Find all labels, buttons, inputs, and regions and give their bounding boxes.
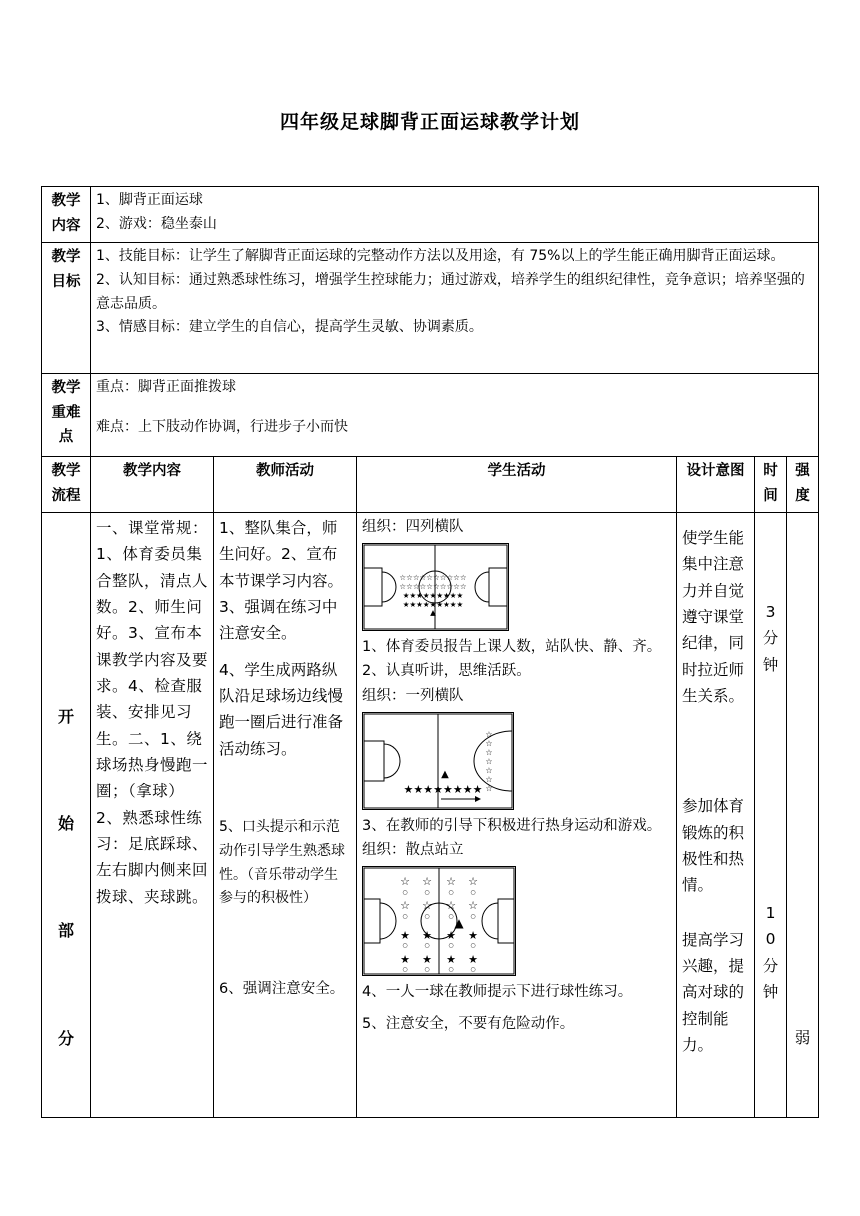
svg-text:★: ★ — [400, 952, 410, 966]
teacher-step-6: 6、强调注意安全。 — [219, 981, 345, 998]
svg-text:★★★★★★★★★: ★★★★★★★★★ — [402, 590, 464, 600]
svg-text:★: ★ — [446, 952, 456, 966]
svg-text:☆: ☆ — [446, 874, 456, 888]
lesson-plan-table — [41, 186, 819, 1118]
svg-text:☆☆☆☆☆☆☆☆☆☆: ☆☆☆☆☆☆☆☆☆☆ — [399, 572, 467, 582]
org-label-3: 组织：散点站立 — [362, 842, 464, 859]
svg-text:☆: ☆ — [485, 783, 493, 793]
student-activity — [357, 513, 677, 1118]
svg-text:☆: ☆ — [422, 874, 432, 888]
svg-text:☆: ☆ — [468, 898, 478, 912]
content-row — [42, 187, 819, 243]
student-step-2: 2、认真听讲，思维活跃。 — [362, 663, 531, 680]
content-cell — [91, 187, 819, 243]
teacher-step-5: 5、口头提示和示范动作引导学生熟悉球性。（音乐带动学生参与的积极性） — [219, 819, 345, 907]
keypoints-row — [42, 374, 819, 457]
header-student: 学生活动 — [357, 457, 677, 513]
svg-text:▲: ▲ — [454, 915, 464, 930]
teacher-step-1-3: 1、整队集合，师生问好。2、宣布本节课学习内容。3、强调在练习中注意安全。 — [219, 519, 344, 643]
student-step-1: 1、体育委员报告上课人数，站队快、静、齐。 — [362, 638, 662, 655]
teacher-step-4: 4、学生成两路纵队沿足球场边线慢跑一圈后进行准备活动练习。 — [219, 660, 344, 758]
svg-text:○: ○ — [424, 965, 430, 973]
svg-text:○: ○ — [470, 965, 476, 973]
content-label: 教学 内容 — [42, 187, 91, 243]
svg-text:★★★★★★★★: ★★★★★★★★ — [403, 782, 483, 796]
svg-text:☆: ☆ — [400, 898, 410, 912]
goal-skill: 1、技能目标：让学生了解脚背正面运球的完整动作方法以及用途，有 75%以上的学生能正确用脚背正面运球。 — [96, 248, 785, 264]
design-intent-2: 参加体育锻炼的积极性和热情。 — [682, 797, 745, 895]
goals-row — [42, 243, 819, 374]
intensity-cell — [787, 513, 819, 1118]
goals-label: 教学 目标 — [42, 243, 91, 374]
svg-text:★: ★ — [400, 928, 410, 942]
difficulty-point: 难点：上下肢动作协调，行进步子小而快 — [96, 418, 348, 435]
svg-text:☆: ☆ — [422, 898, 432, 912]
svg-text:○: ○ — [424, 912, 430, 920]
svg-text:☆: ☆ — [485, 729, 493, 739]
svg-text:○: ○ — [402, 888, 408, 896]
svg-text:★: ★ — [422, 952, 432, 966]
time-cell — [755, 513, 787, 1118]
svg-text:○: ○ — [470, 941, 476, 949]
svg-text:☆: ☆ — [485, 756, 493, 766]
svg-text:☆: ☆ — [485, 747, 493, 757]
svg-text:▲: ▲ — [430, 607, 436, 617]
header-content: 教学内容 — [91, 457, 214, 513]
svg-text:○: ○ — [470, 912, 476, 920]
header-teacher: 教师活动 — [214, 457, 357, 513]
section-content: 一、课堂常规：1、体育委员集合整队，清点人数。2、师生问好。3、宣布本课教学内容及要求。4、检查服装、安排见习生。二、1、绕球场热身慢跑一圈；（拿球）2、熟悉球性练习：足底踩球、左右脚内侧来回拨球、夹球跳。 — [91, 513, 214, 1118]
svg-text:★: ★ — [446, 928, 456, 942]
header-time: 时 间 — [755, 457, 787, 513]
org-label-2: 组织：一列横队 — [362, 687, 464, 704]
svg-text:☆☆☆☆☆☆☆☆☆☆: ☆☆☆☆☆☆☆☆☆☆ — [399, 581, 467, 591]
svg-text:○: ○ — [424, 941, 430, 949]
header-design: 设计意图 — [677, 457, 755, 513]
teacher-activity — [214, 513, 357, 1118]
svg-text:☆: ☆ — [468, 874, 478, 888]
goal-affective: 3、情感目标：建立学生的自信心，提高学生灵敏、协调素质。 — [96, 319, 483, 336]
keypoints-label: 教学 重难 点 — [42, 374, 91, 457]
student-step-4: 4、一人一球在教师提示下进行球性练习。 — [362, 983, 633, 1000]
svg-text:★: ★ — [468, 928, 478, 942]
svg-text:★: ★ — [422, 928, 432, 942]
svg-text:★★★★★★★★★: ★★★★★★★★★ — [402, 599, 464, 609]
design-intent-1: 使学生能集中注意力并自觉遵守课堂纪律，同时拉近师生关系。 — [682, 529, 745, 706]
field-diagram-one-row — [362, 712, 514, 810]
svg-text:★: ★ — [468, 952, 478, 966]
student-step-5: 5、注意安全，不要有危险动作。 — [362, 1016, 575, 1033]
content-line: 1、脚背正面运球 — [96, 192, 203, 208]
time-start: 3 分 钟 — [762, 603, 779, 674]
design-intent — [677, 513, 755, 1118]
field-diagram-scattered — [362, 866, 516, 976]
design-intent-3: 提高学习兴趣，提高对球的控制能力。 — [682, 930, 745, 1055]
svg-text:○: ○ — [448, 941, 454, 949]
svg-text:○: ○ — [402, 912, 408, 920]
keypoints-cell — [91, 374, 819, 457]
page-title: 四年级足球脚背正面运球教学计划 — [279, 111, 580, 133]
flow-header-row — [42, 457, 819, 513]
org-label-1: 组织：四列横队 — [362, 519, 464, 535]
svg-text:○: ○ — [402, 965, 408, 973]
goals-cell — [91, 243, 819, 374]
svg-text:○: ○ — [402, 941, 408, 949]
svg-text:○: ○ — [424, 888, 430, 896]
goal-cognitive: 2、认知目标：通过熟悉球性练习，增强学生控球能力；通过游戏，培养学生的组织纪律性，竞争意识；培养坚强的意志品质。 — [96, 271, 805, 312]
header-flow: 教学 流程 — [42, 457, 91, 513]
svg-text:☆: ☆ — [446, 898, 456, 912]
time-warmup: 1 0 分 钟 — [762, 904, 779, 1002]
header-intensity: 强 度 — [787, 457, 819, 513]
svg-text:○: ○ — [448, 965, 454, 973]
svg-text:☆: ☆ — [485, 765, 493, 775]
content-line: 2、游戏：稳坐泰山 — [96, 215, 217, 232]
svg-text:☆: ☆ — [485, 774, 493, 784]
svg-text:▲: ▲ — [441, 768, 449, 780]
student-step-3: 3、在教师的引导下积极进行热身运动和游戏。 — [362, 817, 662, 834]
svg-text:○: ○ — [448, 912, 454, 920]
field-diagram-four-rows — [362, 543, 509, 631]
key-point: 重点：脚背正面推拨球 — [96, 379, 236, 395]
svg-text:☆: ☆ — [400, 874, 410, 888]
svg-text:☆: ☆ — [485, 738, 493, 748]
section-name: 开 始 部 分 — [42, 513, 91, 1118]
svg-text:○: ○ — [448, 888, 454, 896]
intensity-value: 弱 — [794, 1029, 811, 1047]
start-section-row — [42, 513, 819, 1118]
svg-text:○: ○ — [470, 888, 476, 896]
